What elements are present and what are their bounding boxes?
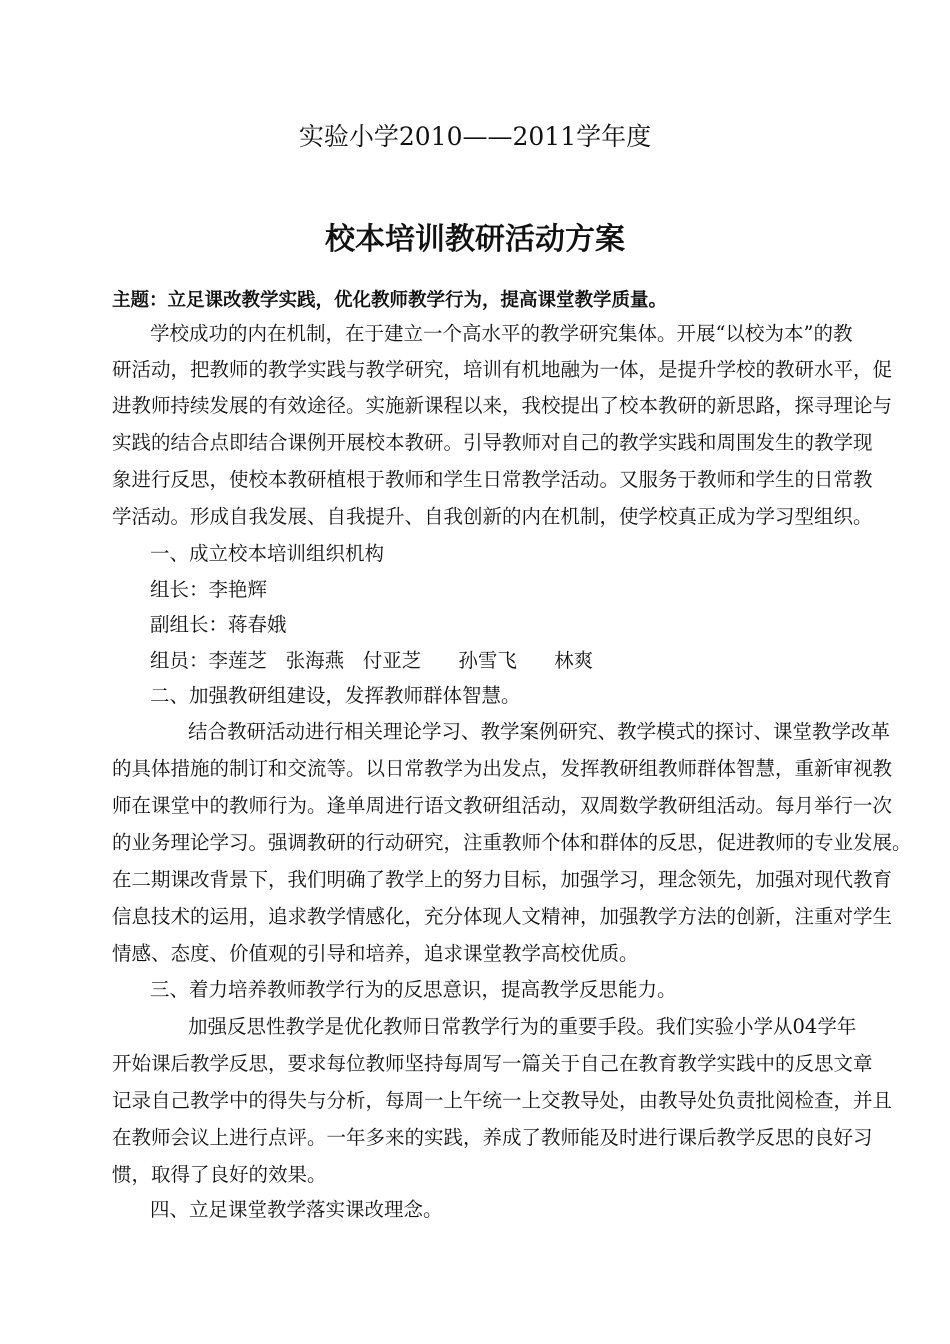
section2-paragraph-line: 在二期课改背景下，我们明确了教学上的努力目标，加强学习，理念领先，加强对现代教育 [112,868,893,891]
section3-heading: 三、着力培养教师教学行为的反思意识，提高教学反思能力。 [150,978,677,1001]
section2-heading: 二、加强教研组建设，发挥教师群体智慧。 [150,684,521,707]
intro-paragraph-line: 学校成功的内在机制，在于建立一个高水平的教学研究集体。开展“以校为本”的教 [150,322,853,345]
section2-paragraph-line: 的具体措施的制订和交流等。以日常教学为出发点，发挥教研组教师群体智慧，重新审视教 [112,757,893,780]
intro-paragraph-line: 研活动，把教师的教学实践与教学研究，培训有机地融为一体，是提升学校的教研水平，促 [112,358,893,381]
theme-line: 主题：立足课改教学实践，优化教师教学行为，提高课堂教学质量。 [112,290,668,311]
group-members: 组员：李莲芝 张海燕 付亚芝 孙雪飞 林爽 [150,649,594,672]
deputy-leader: 副组长：蒋春娥 [150,613,287,636]
section3-paragraph-line: 加强反思性教学是优化教师日常教学行为的重要手段。我们实验小学从04学年 [188,1015,857,1038]
section3-paragraph-line: 开始课后教学反思，要求每位教师坚持每周写一篇关于自己在教育教学实践中的反思文章 [112,1052,873,1075]
section3-paragraph-line: 记录自己教学中的得失与分析，每周一上午统一上交教导处，由教导处负责批阅检查，并且 [112,1089,893,1112]
section2-paragraph-line: 师在课堂中的教师行为。逢单周进行语文教研组活动，双周数学教研组活动。每月举行一次 [112,794,893,817]
section4-heading: 四、立足课堂教学落实课改理念。 [150,1198,443,1221]
section3-paragraph-line: 惯，取得了良好的效果。 [112,1163,327,1186]
section2-paragraph-line: 信息技术的运用，追求教学情感化，充分体现人文精神，加强教学方法的创新，注重对学生 [112,905,893,928]
intro-paragraph-line: 进教师持续发展的有效途径。实施新课程以来，我校提出了校本教研的新思路，探寻理论与 [112,394,893,417]
section2-paragraph-line: 情感、态度、价值观的引导和培养，追求课堂教学高校优质。 [112,942,639,965]
intro-paragraph-line: 象进行反思，使校本教研植根于教师和学生日常教学活动。又服务于教师和学生的日常教 [112,468,873,491]
intro-paragraph-line: 实践的结合点即结合课例开展校本教研。引导教师对自己的教学实践和周围发生的教学现 [112,431,873,454]
section1-heading: 一、成立校本培训组织机构 [150,542,385,565]
group-leader: 组长：李艳辉 [150,578,268,601]
section2-paragraph-line: 结合教研活动进行相关理论学习、教学案例研究、教学模式的探讨、课堂教学改革 [188,720,891,743]
document-title: 校本培训教研活动方案 [325,222,625,257]
document-supertitle: 实验小学2010——2011学年度 [298,122,652,151]
section2-paragraph-line: 的业务理论学习。强调教研的行动研究，注重教师个体和群体的反思，促进教师的专业发展。 [112,831,912,854]
section3-paragraph-line: 在教师会议上进行点评。一年多来的实践，养成了教师能及时进行课后教学反思的良好习 [112,1126,873,1149]
intro-paragraph-line: 学活动。形成自我发展、自我提升、自我创新的内在机制，使学校真正成为学习型组织。 [112,505,873,528]
